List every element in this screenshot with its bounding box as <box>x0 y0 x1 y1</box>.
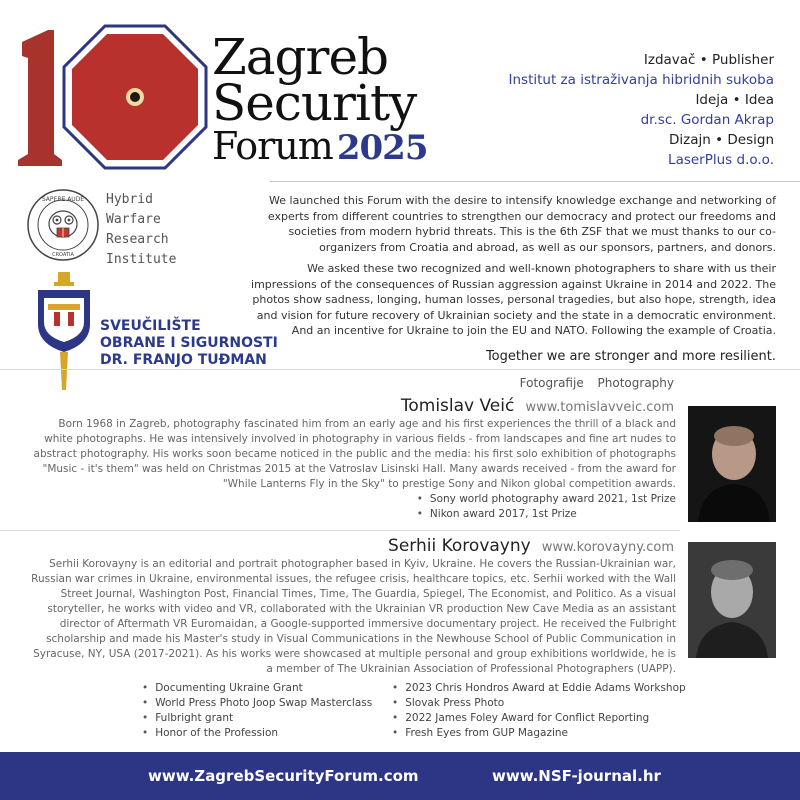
logo-year: 2025 <box>336 128 428 168</box>
footer-link-nsf[interactable]: www.NSF-journal.hr <box>492 767 661 785</box>
photographer-2-url[interactable]: www.korovayny.com <box>541 540 674 555</box>
logo-title-security: Security <box>212 74 417 132</box>
photographer-2-portrait <box>688 542 776 658</box>
photographer-1-url[interactable]: www.tomislavveic.com <box>525 400 674 415</box>
divider <box>0 530 680 531</box>
hwri-line-4: Institute <box>106 252 177 267</box>
footer-bar <box>0 752 800 800</box>
award-item: • Documenting Ukraine Grant <box>142 681 372 696</box>
hwri-seal-text: SAPERE AUDE <box>41 196 85 203</box>
intro-text <box>250 193 776 370</box>
divider <box>0 369 800 370</box>
intro-tagline: Together we are stronger and more resilient. <box>485 348 776 364</box>
award-item: • Honor of the Profession <box>142 726 372 741</box>
photographer-2-heading <box>388 536 674 556</box>
credit-publisher-value: Institut za istraživanja hibridnih sukoba <box>508 72 774 88</box>
hwri-name <box>106 190 176 270</box>
university-line-1: SVEUČILIŠTE <box>100 318 201 334</box>
footer-link-zsf[interactable]: www.ZagrebSecurityForum.com <box>148 767 419 785</box>
portrait-silhouette-icon <box>688 406 776 522</box>
credit-idea-value: dr.sc. Gordan Akrap <box>640 112 774 128</box>
credit-design-value: LaserPlus d.o.o. <box>668 152 774 168</box>
award-item: • Nikon award 2017, 1st Prize <box>417 507 676 522</box>
award-item: • Sony world photography award 2021, 1st Prize <box>417 492 676 507</box>
hwri-seal-bottom: CROATIA <box>52 252 74 258</box>
award-item: • Fulbright grant <box>142 711 372 726</box>
credits <box>509 50 775 170</box>
logo-title <box>212 28 428 168</box>
award-item: • World Press Photo Joop Swap Masterclass <box>142 696 372 711</box>
photographer-2-name: Serhii Korovayny <box>388 536 531 556</box>
intro-paragraph-2: We asked these two recognized and well-known photographers to share with us their impressions of the consequences of Russian aggression against Ukraine in 2014 and 2022. The photos show sadness, longing, human losses, personal tragedies, but also hope, strength, idea and vision for future recovery of Ukrainian society and the state in a democratic environment. And an incentive for Ukraine to join the EU and NATO. Following the example of Croatia. <box>251 262 776 337</box>
divider <box>270 181 800 182</box>
photographer-1-bio: Born 1968 in Zagreb, photography fascinated him from an early age and his first experiences the thrill of a black and white photographs. He was intensively involved in photography in various fields - from landscapes and fine art nudes to abstract photography. His works soon became noticed in the public and the media: his first solo exhibition of photographs "Music - it's them" was held on Christmas 2015 at the Vatroslav Lisinski Hall. Many awards received - from the award for "While Lanterns Fly in the Sky" to prestige Sony and Nikon global competition awards. <box>33 418 676 490</box>
intro-paragraph-1: We launched this Forum with the desire to intensify knowledge exchange and networking of experts from different countries to strengthen our democracy and protect our freedoms and societies from modern hybrid threats. This is the 6th ZSF that we must thanks to our co-organizers from Croatia and abroad, as well as our sponsors, partners, and donors. <box>267 194 776 254</box>
credit-design-label: Dizajn • Design <box>669 132 774 148</box>
photographer-2-bio: Serhii Korovayny is an editorial and portrait photographer based in Kyiv, Ukraine. He covers the Russian-Ukrainian war, Russian war crimes in Ukraine, environmental issues, the refugee crisis, healthcare topics, etc. Serhii worked with the Wall Street Journal, Washington Post, Financial Times, Time, The Guardia, Spiegel, The Economist, and Politico. As a visual storyteller, he works with video and VR, collaborated with the Ukrainian VR production New Cave Media as an assistant director of Aftermath VR Euromaidan, a Google-supported immersive documentary project. He received the Fulbright scholarship and made his Master's study in Visual Communications in the Newhouse School of Public Communication in Syracuse, NY, USA (2017-2021). As his works were showcased at multiple personal and group exhibitions worldwide, he is a member of The Ukrainian Association of Professional Photographers (UAPP). <box>31 558 676 675</box>
university-sword-emblem-icon <box>34 272 94 392</box>
university-line-2: OBRANE I SIGURNOSTI <box>100 335 278 351</box>
logo-octagon-icon <box>62 24 208 170</box>
award-item: • 2023 Chris Hondros Award at Eddie Adams Workshop <box>392 681 686 696</box>
credit-idea-label: Ideja • Idea <box>695 92 774 108</box>
hwri-owl-seal-icon <box>26 188 100 262</box>
award-item: • Fresh Eyes from GUP Magazine <box>392 726 686 741</box>
logo-title-zagreb: Zagreb <box>212 28 389 86</box>
photographer-2-awards-right <box>392 681 686 741</box>
photography-label-en: Photography <box>597 376 674 390</box>
photographer-1-portrait <box>688 406 776 522</box>
photography-label <box>520 376 674 390</box>
forum-logo <box>0 0 440 180</box>
logo-title-forum <box>212 126 427 168</box>
photographer-2-awards-left <box>142 681 372 741</box>
photographer-1-name: Tomislav Veić <box>400 396 515 416</box>
photographer-1-awards <box>417 492 676 522</box>
logo-title-forum-text: Forum <box>212 124 333 168</box>
hwri-line-2: Warfare <box>106 212 161 227</box>
university-line-3: DR. FRANJO TUĐMAN <box>100 352 267 368</box>
credit-publisher-label: Izdavač • Publisher <box>643 52 774 68</box>
logo-numeral-one <box>18 28 62 168</box>
photography-label-hr: Fotografije <box>519 376 584 390</box>
portrait-silhouette-icon <box>688 542 776 658</box>
hwri-line-3: Research <box>106 232 169 247</box>
photographer-1-heading <box>401 396 674 416</box>
award-item: • Slovak Press Photo <box>392 696 686 711</box>
hwri-line-1: Hybrid <box>106 192 153 207</box>
award-item: • 2022 James Foley Award for Conflict Reporting <box>392 711 686 726</box>
